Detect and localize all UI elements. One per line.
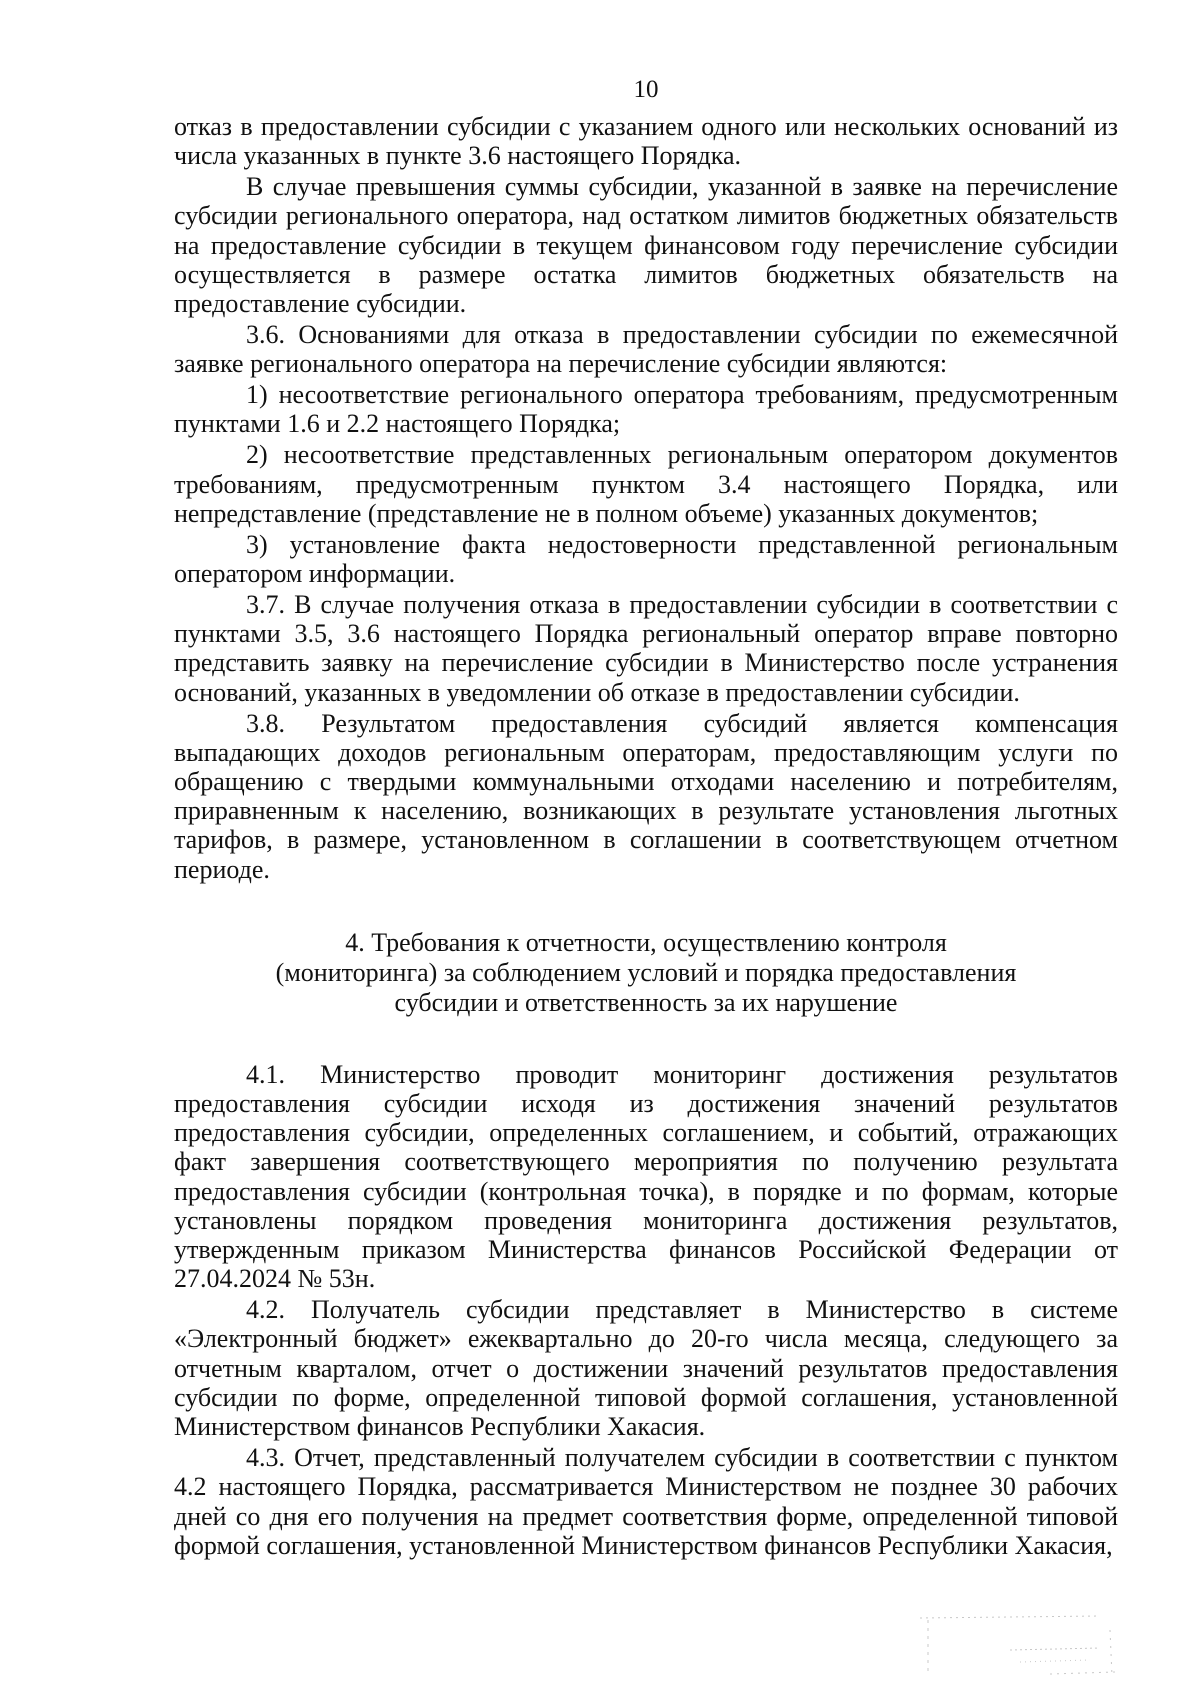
paragraph: отказ в предоставлении субсидии с указанием одного или нескольких оснований из числа указанных в пункте 3.6 настоящего Порядка. bbox=[174, 112, 1118, 171]
paragraph: 4.1. Министерство проводит мониторинг достижения результатов предоставления субсидии исходя из достижения значений результатов предоставления субсидии, определенных соглашением, и событий, отражающих факт завершения соответствующего мероприятия по получению результата предоставления субсидии (контрольная точка), в порядке и по формам, которые установлены порядком проведения мониторинга достижения результатов, утвержденным приказом Министерства финансов Российской Федерации от 27.04.2024 № 53н. bbox=[174, 1059, 1118, 1294]
paragraph: В случае превышения суммы субсидии, указанной в заявке на перечисление субсидии регионального оператора, над остатком лимитов бюджетных обязательств на предоставление субсидии в текущем финансовом году перечисление субсидии осуществляется в размере остатка лимитов бюджетных обязательств на предоставление субсидии. bbox=[174, 172, 1118, 319]
page-number: 10 bbox=[633, 76, 659, 103]
paragraph: 4.2. Получатель субсидии представляет в Министерство в системе «Электронный бюджет» ежеквартально до 20-го числа месяца, следующего за отчетным кварталом, отчет о достижении значений результатов предоставления субсидии по форме, определенной типовой формой соглашения, установленной Министерством финансов Республики Хакасия. bbox=[174, 1295, 1118, 1442]
paragraph: 2) несоответствие представленных региональным оператором документов требованиям, предусмотренным пунктом 3.4 настоящего Порядка, или непредставление (представление не в полном объеме) указанных документов; bbox=[174, 440, 1118, 528]
section-heading-line: субсидии и ответственность за их нарушение bbox=[394, 987, 898, 1017]
paragraph: 3.7. В случае получения отказа в предоставлении субсидии в соответствии с пунктами 3.5, 3.6 настоящего Порядка региональный оператор вправе повторно представить заявку на перечисление субсидии в Министерство после устранения оснований, указанных в уведомлении об отказе в предоставлении субсидии. bbox=[174, 590, 1118, 707]
paragraph: 1) несоответствие регионального оператора требованиям, предусмотренным пунктами 1.6 и 2.2 настоящего Порядка; bbox=[174, 380, 1118, 439]
section-heading bbox=[174, 928, 1118, 1018]
paragraphs-before bbox=[174, 112, 1118, 884]
paragraph: 3.8. Результатом предоставления субсидий является компенсация выпадающих доходов региональным операторам, предоставляющим услуги по обращению с твердыми коммунальными отходами населению и потребителям, приравненным к населению, возникающих в результате установления льготных тарифов, в размере, установленном в соглашении в соответствующем отчетном периоде. bbox=[174, 708, 1118, 884]
document-page bbox=[174, 70, 1118, 1562]
section-heading-line: 4. Требования к отчетности, осуществлению контроля bbox=[345, 927, 947, 957]
paragraphs-after bbox=[174, 1060, 1118, 1560]
paragraph: 3) установление факта недостоверности представленной региональным оператором информации. bbox=[174, 529, 1118, 589]
faint-stamp-marks bbox=[900, 1610, 1130, 1680]
section-heading-line: (мониторинга) за соблюдением условий и порядка предоставления bbox=[275, 957, 1017, 987]
paragraph: 3.6. Основаниями для отказа в предоставлении субсидии по ежемесячной заявке регионального оператора на перечисление субсидии являются: bbox=[174, 320, 1118, 379]
paragraph: 4.3. Отчет, представленный получателем субсидии в соответствии с пунктом 4.2 настоящего Порядка, рассматривается Министерством не позднее 30 рабочих дней со дня его получения на предмет соответствия форме, определенной типовой формой соглашения, установленной Министерством финансов Республики Хакасия, bbox=[174, 1443, 1118, 1560]
